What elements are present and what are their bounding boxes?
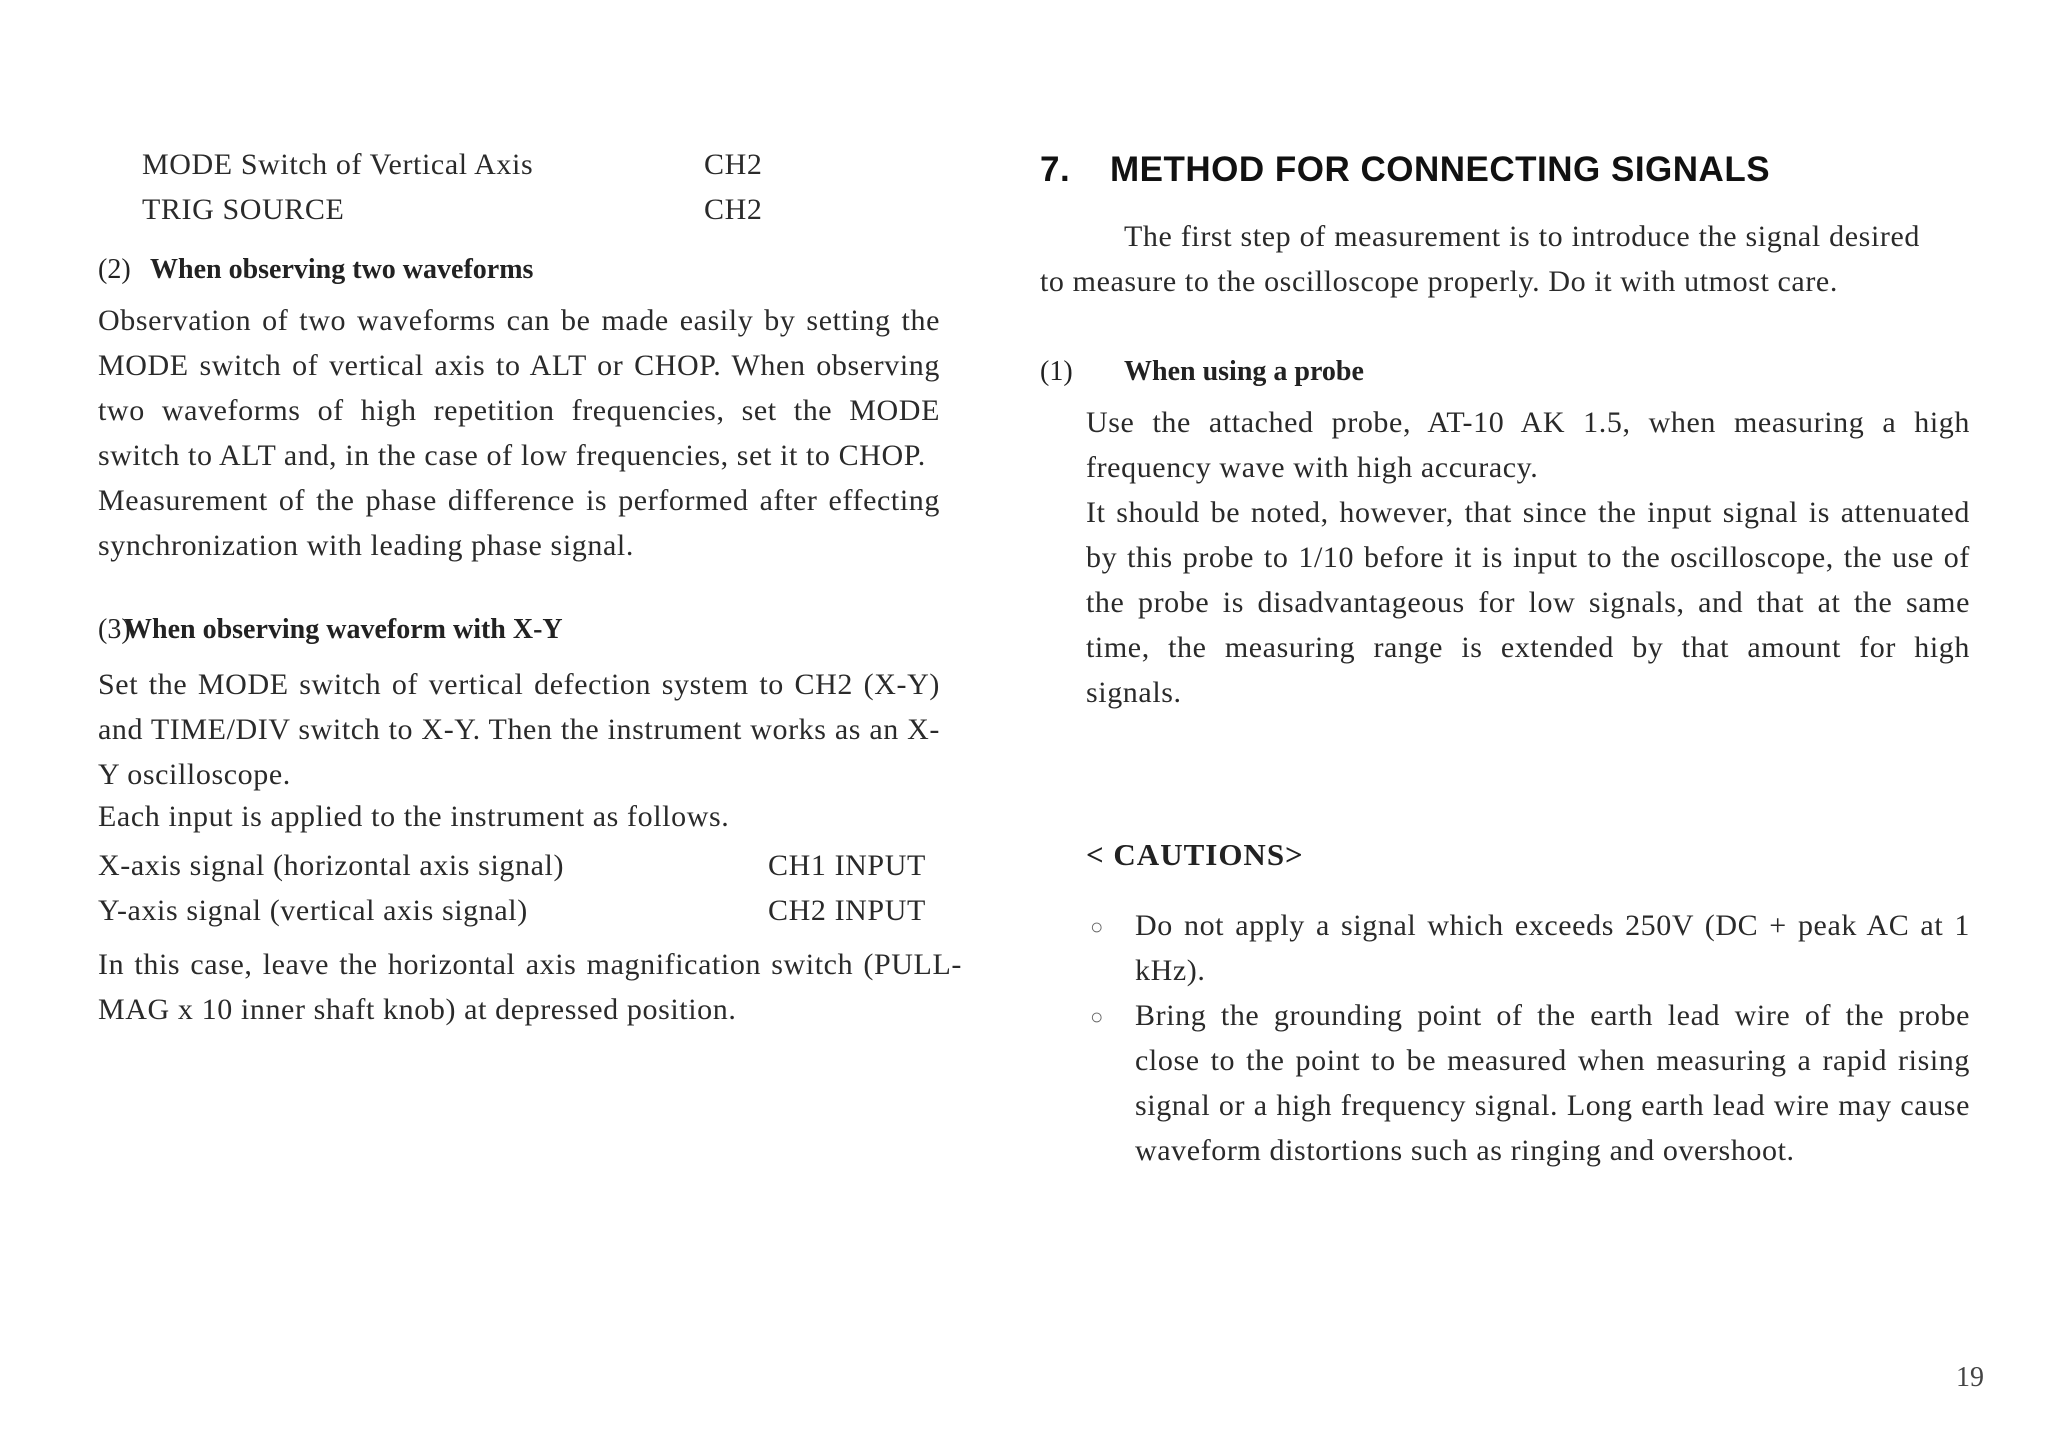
input-row (98, 888, 938, 933)
settings-row (142, 187, 874, 232)
subsection-number: (2) (98, 254, 131, 285)
settings-label: MODE Switch of Vertical Axis (142, 148, 534, 181)
paragraph: Each input is applied to the instrument as follows. (98, 800, 730, 833)
circle-bullet-icon: ○ (1090, 1004, 1104, 1029)
subsection-title: When observing waveform with X-Y (124, 614, 563, 645)
caution-item (1090, 903, 1970, 993)
input-label: Y-axis signal (vertical axis signal) (98, 894, 528, 927)
settings-list (98, 142, 958, 232)
cautions-heading: < CAUTIONS> (1086, 837, 1304, 872)
left-column (98, 142, 962, 1032)
page-number: 19 (1956, 1362, 1984, 1393)
subsection-title: When using a probe (1124, 356, 1364, 387)
settings-value: CH2 (704, 148, 763, 181)
paragraph: Measurement of the phase difference is performed after effecting synchronization with leading phase signal. (98, 484, 940, 562)
subsection-number: (3) (98, 614, 131, 645)
circle-bullet-icon: ○ (1090, 914, 1104, 939)
right-column (1040, 142, 1970, 1173)
subsection-number: (1) (1040, 356, 1073, 387)
subsection-heading-3 (98, 610, 958, 650)
caution-text: Do not apply a signal which exceeds 250V (DC + peak AC at 1 kHz). (1135, 909, 1970, 987)
input-list (98, 843, 938, 933)
subsection-heading-2 (98, 250, 958, 290)
input-label: X-axis signal (horizontal axis signal) (98, 849, 565, 882)
subsection-title: When observing two waveforms (150, 254, 534, 285)
paragraph: Set the MODE switch of vertical defection system to CH2 (X-Y) and TIME/DIV switch to X-Y. Then the instrument works as an X-Y oscilloscope. (98, 668, 940, 791)
input-value: CH1 INPUT (768, 849, 926, 882)
paragraph: The first step of measurement is to introduce the signal desired to measure to the oscilloscope properly. Do it with utmost care. (1040, 220, 1920, 298)
settings-row (142, 142, 874, 187)
paragraph: Observation of two waveforms can be made easily by setting the MODE switch of vertical axis to ALT or CHOP. When observing two waveforms of high repetition frequencies, set the MODE switch to ALT and, in the case of low frequencies, set it to CHOP. (98, 304, 940, 472)
input-value: CH2 INPUT (768, 894, 926, 927)
paragraph: In this case, leave the horizontal axis magnification switch (PULL-MAG x 10 inner shaft knob) at depressed position. (98, 948, 962, 1026)
probe-text (1040, 400, 1970, 715)
caution-item (1090, 993, 1970, 1173)
section-heading (1040, 148, 1930, 192)
paragraph: Use the attached probe, AT-10 AK 1.5, when measuring a high frequency wave with high accuracy. (1086, 406, 1970, 484)
section-number: 7. (1040, 150, 1071, 189)
cautions-list (1040, 903, 1970, 1173)
settings-label: TRIG SOURCE (142, 193, 345, 226)
input-row (98, 843, 938, 888)
caution-text: Bring the grounding point of the earth lead wire of the probe close to the point to be measured when measuring a rapid rising signal or a high frequency signal. Long earth lead wire may cause waveform distortions such as ringing and overshoot. (1135, 999, 1970, 1167)
paragraph: It should be noted, however, that since the input signal is attenuated by this probe to 1/10 before it is input to the oscilloscope, the use of the probe is disadvantageous for low signals, and that at the same time, the measuring range is extended by that amount for high signals. (1086, 496, 1970, 709)
subsection-heading-1 (1040, 352, 1930, 392)
section-title: METHOD FOR CONNECTING SIGNALS (1110, 150, 1771, 189)
settings-value: CH2 (704, 193, 763, 226)
